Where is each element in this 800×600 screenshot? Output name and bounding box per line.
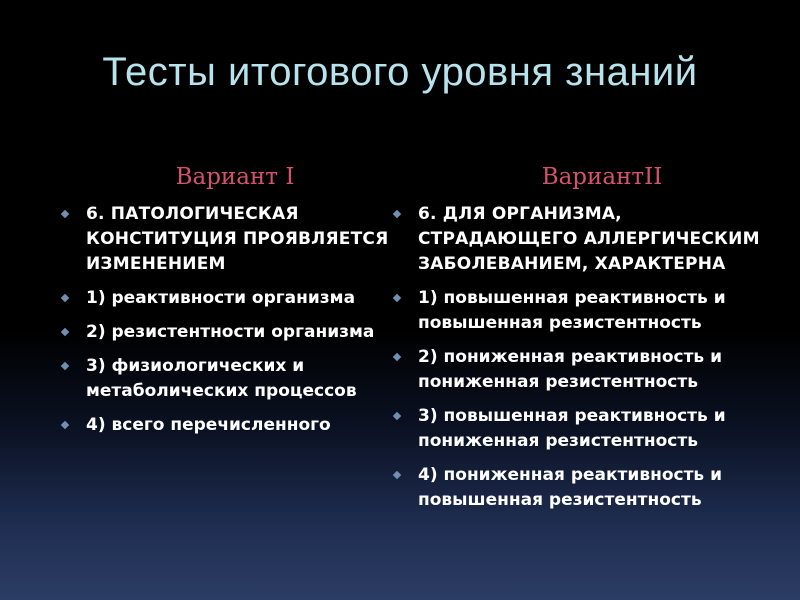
variant-1-column <box>60 164 390 447</box>
variant-1-option-3 <box>60 354 390 404</box>
option-text: 1) реактивности организма <box>86 288 356 308</box>
variant-1-question <box>60 202 390 277</box>
bullet-icon <box>61 210 69 218</box>
variant-2-option-1 <box>392 286 782 336</box>
variant-1-option-1 <box>60 286 390 311</box>
question-text: 6. ДЛЯ ОРГАНИЗМА, СТРАДАЮЩЕГО АЛЛЕРГИЧЕСКИМ ЗАБОЛЕВАНИЕМ, ХАРАКТЕРНА <box>418 204 760 274</box>
option-text: 2) пониженная реактивность и пониженная резистентность <box>418 347 723 392</box>
option-text: 3) повышенная реактивность и пониженная резистентность <box>418 406 726 451</box>
bullet-icon <box>61 421 69 429</box>
variant-2-option-2 <box>392 345 782 395</box>
variant-1-heading: Вариант I <box>175 164 295 190</box>
variant-1-option-4 <box>60 413 390 438</box>
bullet-icon <box>393 210 401 218</box>
bullet-icon <box>393 412 401 420</box>
variant-2-column <box>392 164 782 522</box>
variant-2-heading: ВариантII <box>541 164 663 190</box>
variant-2-list <box>392 202 782 513</box>
variant-1-option-2 <box>60 320 390 345</box>
option-text: 4) пониженная реактивность и повышенная резистентность <box>418 465 723 510</box>
question-text: 6. ПАТОЛОГИЧЕСКАЯ КОНСТИТУЦИЯ ПРОЯВЛЯЕТСЯ ИЗМЕНЕНИЕМ <box>86 204 389 274</box>
bullet-icon <box>393 353 401 361</box>
option-text: 4) всего перечисленного <box>86 415 331 435</box>
variant-2-question <box>392 202 782 277</box>
option-text: 1) повышенная реактивность и повышенная резистентность <box>418 288 726 333</box>
bullet-icon <box>61 328 69 336</box>
bullet-icon <box>393 471 401 479</box>
variant-2-option-4 <box>392 463 782 513</box>
bullet-icon <box>61 362 69 370</box>
variant-2-option-3 <box>392 404 782 454</box>
slide-title: Тесты итогового уровня знаний <box>102 50 698 94</box>
bullet-icon <box>393 294 401 302</box>
bullet-icon <box>61 294 69 302</box>
option-text: 2) резистентности организма <box>86 322 375 342</box>
option-text: 3) физиологических и метаболических процессов <box>86 356 357 401</box>
variant-1-list <box>60 202 390 438</box>
